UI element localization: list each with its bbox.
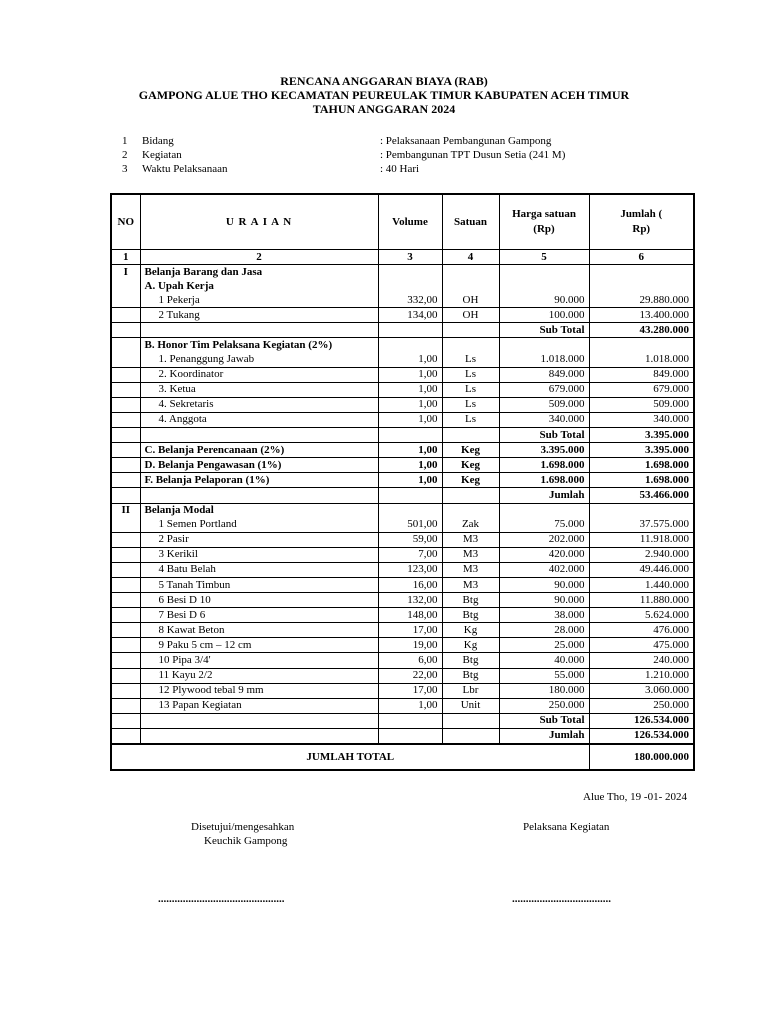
row-no [111, 638, 140, 653]
row-no [111, 713, 140, 728]
row-volume: 22,00 [378, 668, 442, 683]
col-number: 4 [442, 250, 499, 265]
row-satuan: Btg [442, 608, 499, 623]
info-label: Kegiatan [142, 149, 182, 161]
row-satuan [442, 323, 499, 338]
row-no [111, 367, 140, 382]
row-jumlah: 1.440.000 [589, 577, 694, 592]
row-harga: 90.000 [499, 293, 589, 308]
row-satuan: M3 [442, 562, 499, 577]
row-uraian [140, 428, 378, 443]
col-number: 5 [499, 250, 589, 265]
table-row [111, 532, 694, 547]
row-satuan: M3 [442, 532, 499, 547]
row-satuan: Btg [442, 593, 499, 608]
col-number: 3 [378, 250, 442, 265]
info-value: : 40 Hari [380, 163, 420, 175]
row-harga: 38.000 [499, 608, 589, 623]
row-no [111, 338, 140, 353]
row-volume: 1,00 [378, 397, 442, 412]
row-harga [499, 338, 589, 353]
table-row [111, 577, 694, 592]
row-harga: Sub Total [499, 428, 589, 443]
row-no [111, 608, 140, 623]
row-no [111, 293, 140, 308]
row-jumlah: 3.395.000 [589, 428, 694, 443]
approver-signature-line: .............................................. [158, 893, 285, 905]
row-volume: 501,00 [378, 518, 442, 533]
row-volume: 7,00 [378, 547, 442, 562]
executor-title: Pelaksana Kegiatan [523, 821, 610, 833]
table-row [111, 623, 694, 638]
row-jumlah: 11.918.000 [589, 532, 694, 547]
table-row [111, 593, 694, 608]
row-uraian: 1 Semen Portland [140, 518, 378, 533]
row-satuan [442, 428, 499, 443]
row-jumlah: 13.400.000 [589, 308, 694, 323]
rab-table [110, 193, 695, 771]
row-jumlah: 679.000 [589, 382, 694, 397]
row-harga: Jumlah [499, 488, 589, 503]
row-jumlah: 126.534.000 [589, 713, 694, 728]
row-no [111, 279, 140, 293]
row-uraian: 10 Pipa 3/4' [140, 653, 378, 668]
col-number: 6 [589, 250, 694, 265]
row-uraian: 12 Plywood tebal 9 mm [140, 683, 378, 698]
row-volume: 1,00 [378, 443, 442, 458]
table-row [111, 382, 694, 397]
row-jumlah: 53.466.000 [589, 488, 694, 503]
row-volume: 1,00 [378, 473, 442, 488]
table-row [111, 279, 694, 293]
row-uraian: 8 Kawat Beton [140, 623, 378, 638]
row-no [111, 397, 140, 412]
row-no [111, 382, 140, 397]
row-no [111, 593, 140, 608]
info-value: : Pembangunan TPT Dusun Setia (241 M) [380, 149, 566, 161]
column-number-row [111, 250, 694, 265]
row-harga: 40.000 [499, 653, 589, 668]
row-no [111, 547, 140, 562]
row-uraian: 4. Anggota [140, 412, 378, 427]
row-volume [378, 488, 442, 503]
row-harga: 100.000 [499, 308, 589, 323]
row-volume: 1,00 [378, 382, 442, 397]
row-jumlah [589, 503, 694, 518]
executor-signature-line: .................................... [512, 893, 611, 905]
row-harga: 28.000 [499, 623, 589, 638]
row-no [111, 428, 140, 443]
row-volume: 148,00 [378, 608, 442, 623]
row-uraian: 5 Tanah Timbun [140, 577, 378, 592]
row-harga [499, 279, 589, 293]
row-harga: Sub Total [499, 713, 589, 728]
row-uraian: B. Honor Tim Pelaksana Kegiatan (2%) [140, 338, 378, 353]
table-row [111, 518, 694, 533]
table-row [111, 412, 694, 427]
row-uraian [140, 713, 378, 728]
row-uraian: D. Belanja Pengawasan (1%) [140, 458, 378, 473]
info-no: 2 [122, 149, 128, 161]
row-jumlah: 29.880.000 [589, 293, 694, 308]
row-harga: 250.000 [499, 698, 589, 713]
row-jumlah: 3.060.000 [589, 683, 694, 698]
row-satuan: Zak [442, 518, 499, 533]
row-no [111, 728, 140, 744]
row-satuan: Ls [442, 412, 499, 427]
row-volume: 123,00 [378, 562, 442, 577]
row-harga: 90.000 [499, 593, 589, 608]
row-jumlah: 126.534.000 [589, 728, 694, 744]
row-jumlah [589, 338, 694, 353]
row-no [111, 653, 140, 668]
row-uraian: C. Belanja Perencanaan (2%) [140, 443, 378, 458]
row-uraian: 4 Batu Belah [140, 562, 378, 577]
row-satuan: Keg [442, 473, 499, 488]
table-row [111, 713, 694, 728]
row-no [111, 473, 140, 488]
row-volume: 132,00 [378, 593, 442, 608]
row-satuan: Unit [442, 698, 499, 713]
row-volume [378, 503, 442, 518]
row-satuan [442, 265, 499, 280]
row-uraian: F. Belanja Pelaporan (1%) [140, 473, 378, 488]
table-row [111, 338, 694, 353]
table-row [111, 353, 694, 368]
table-row [111, 547, 694, 562]
table-row [111, 608, 694, 623]
row-no [111, 683, 140, 698]
grand-total-value: 180.000.000 [589, 744, 694, 770]
row-harga: 402.000 [499, 562, 589, 577]
row-no [111, 488, 140, 503]
row-volume: 1,00 [378, 367, 442, 382]
row-uraian: Belanja Barang dan Jasa [140, 265, 378, 280]
row-satuan: Btg [442, 668, 499, 683]
row-uraian: 7 Besi D 6 [140, 608, 378, 623]
place-date: Alue Tho, 19 -01- 2024 [583, 791, 687, 803]
table-row [111, 698, 694, 713]
row-uraian: 1. Penanggung Jawab [140, 353, 378, 368]
row-volume: 19,00 [378, 638, 442, 653]
row-uraian: Belanja Modal [140, 503, 378, 518]
row-jumlah: 1.210.000 [589, 668, 694, 683]
table-row [111, 562, 694, 577]
row-no: II [111, 503, 140, 518]
row-satuan: Keg [442, 443, 499, 458]
row-satuan [442, 728, 499, 744]
table-row [111, 488, 694, 503]
row-uraian: 13 Papan Kegiatan [140, 698, 378, 713]
row-harga: Sub Total [499, 323, 589, 338]
row-harga: 340.000 [499, 412, 589, 427]
row-no [111, 577, 140, 592]
row-jumlah: 240.000 [589, 653, 694, 668]
row-no [111, 458, 140, 473]
approver-role: Keuchik Gampong [204, 835, 288, 847]
row-harga [499, 503, 589, 518]
row-uraian: A. Upah Kerja [140, 279, 378, 293]
grand-total-row [111, 744, 694, 770]
row-no [111, 353, 140, 368]
table-row [111, 397, 694, 412]
row-harga: 849.000 [499, 367, 589, 382]
table-row [111, 308, 694, 323]
row-uraian: 6 Besi D 10 [140, 593, 378, 608]
row-no [111, 698, 140, 713]
row-uraian: 4. Sekretaris [140, 397, 378, 412]
row-satuan: Ls [442, 353, 499, 368]
doc-title: RENCANA ANGGARAN BIAYA (RAB) [280, 74, 488, 88]
row-uraian: 2 Pasir [140, 532, 378, 547]
table-row [111, 323, 694, 338]
row-satuan [442, 713, 499, 728]
row-satuan [442, 338, 499, 353]
row-harga [499, 265, 589, 280]
row-uraian: 9 Paku 5 cm – 12 cm [140, 638, 378, 653]
row-jumlah: 476.000 [589, 623, 694, 638]
row-volume: 1,00 [378, 412, 442, 427]
table-row [111, 503, 694, 518]
row-uraian: 2. Koordinator [140, 367, 378, 382]
table-row [111, 728, 694, 744]
row-satuan: Lbr [442, 683, 499, 698]
row-harga: 509.000 [499, 397, 589, 412]
row-satuan: Keg [442, 458, 499, 473]
row-volume [378, 338, 442, 353]
row-jumlah: 37.575.000 [589, 518, 694, 533]
row-volume: 16,00 [378, 577, 442, 592]
row-volume: 6,00 [378, 653, 442, 668]
row-volume [378, 728, 442, 744]
row-volume [378, 279, 442, 293]
table-row [111, 428, 694, 443]
grand-total-label: JUMLAH TOTAL [111, 744, 589, 770]
info-label: Bidang [142, 135, 174, 147]
row-no [111, 323, 140, 338]
row-uraian: 2 Tukang [140, 308, 378, 323]
row-satuan: OH [442, 308, 499, 323]
info-value: : Pelaksanaan Pembangunan Gampong [380, 135, 552, 147]
table-row [111, 638, 694, 653]
doc-subtitle: GAMPONG ALUE THO KECAMATAN PEUREULAK TIMUR KABUPATEN ACEH TIMUR [138, 88, 630, 102]
table-row [111, 653, 694, 668]
row-uraian: 3. Ketua [140, 382, 378, 397]
col-number: 2 [140, 250, 378, 265]
row-harga: 3.395.000 [499, 443, 589, 458]
row-jumlah: 49.446.000 [589, 562, 694, 577]
row-harga: 75.000 [499, 518, 589, 533]
header-harga: Harga satuan (Rp) [499, 194, 589, 250]
row-jumlah: 1.018.000 [589, 353, 694, 368]
table-header-row [111, 194, 694, 250]
row-jumlah: 1.698.000 [589, 458, 694, 473]
header-uraian: U R A I A N [140, 194, 378, 250]
row-harga: 679.000 [499, 382, 589, 397]
row-volume: 17,00 [378, 623, 442, 638]
row-jumlah: 11.880.000 [589, 593, 694, 608]
row-harga: 180.000 [499, 683, 589, 698]
row-satuan: OH [442, 293, 499, 308]
row-volume: 134,00 [378, 308, 442, 323]
row-satuan: Btg [442, 653, 499, 668]
row-volume [378, 265, 442, 280]
row-volume: 332,00 [378, 293, 442, 308]
row-satuan [442, 279, 499, 293]
row-satuan [442, 488, 499, 503]
row-no [111, 562, 140, 577]
row-harga: 202.000 [499, 532, 589, 547]
row-harga: 420.000 [499, 547, 589, 562]
row-satuan: Kg [442, 623, 499, 638]
table-row [111, 458, 694, 473]
row-volume [378, 323, 442, 338]
row-satuan [442, 503, 499, 518]
row-jumlah [589, 279, 694, 293]
header-satuan: Satuan [442, 194, 499, 250]
row-jumlah [589, 265, 694, 280]
row-satuan: Ls [442, 367, 499, 382]
row-no [111, 532, 140, 547]
row-harga: 1.698.000 [499, 458, 589, 473]
info-no: 1 [122, 135, 128, 147]
row-jumlah: 509.000 [589, 397, 694, 412]
row-satuan: Ls [442, 382, 499, 397]
header-no: NO [111, 194, 140, 250]
row-uraian: 1 Pekerja [140, 293, 378, 308]
row-jumlah: 43.280.000 [589, 323, 694, 338]
table-row [111, 293, 694, 308]
row-jumlah: 849.000 [589, 367, 694, 382]
row-harga: 90.000 [499, 577, 589, 592]
info-no: 3 [122, 163, 128, 175]
row-no [111, 518, 140, 533]
doc-year: TAHUN ANGGARAN 2024 [312, 102, 456, 116]
row-uraian: 11 Kayu 2/2 [140, 668, 378, 683]
row-uraian [140, 323, 378, 338]
row-no [111, 668, 140, 683]
row-volume: 1,00 [378, 353, 442, 368]
row-jumlah: 475.000 [589, 638, 694, 653]
row-harga: 1.698.000 [499, 473, 589, 488]
row-satuan: Ls [442, 397, 499, 412]
row-satuan: M3 [442, 577, 499, 592]
row-harga: 55.000 [499, 668, 589, 683]
header-jumlah: Jumlah ( Rp) [589, 194, 694, 250]
approver-title: Disetujui/mengesahkan [191, 821, 295, 833]
row-no [111, 623, 140, 638]
row-jumlah: 2.940.000 [589, 547, 694, 562]
row-volume: 1,00 [378, 458, 442, 473]
row-no [111, 443, 140, 458]
row-harga: Jumlah [499, 728, 589, 744]
info-label: Waktu Pelaksanaan [142, 163, 228, 175]
row-jumlah: 3.395.000 [589, 443, 694, 458]
row-uraian [140, 728, 378, 744]
row-uraian: 3 Kerikil [140, 547, 378, 562]
row-satuan: M3 [442, 547, 499, 562]
row-no: I [111, 265, 140, 280]
row-harga: 25.000 [499, 638, 589, 653]
table-row [111, 683, 694, 698]
table-row [111, 473, 694, 488]
table-row [111, 265, 694, 280]
row-jumlah: 340.000 [589, 412, 694, 427]
row-volume [378, 713, 442, 728]
table-row [111, 668, 694, 683]
row-no [111, 412, 140, 427]
row-volume: 17,00 [378, 683, 442, 698]
row-volume [378, 428, 442, 443]
row-volume: 59,00 [378, 532, 442, 547]
row-uraian [140, 488, 378, 503]
row-jumlah: 5.624.000 [589, 608, 694, 623]
row-satuan: Kg [442, 638, 499, 653]
table-row [111, 443, 694, 458]
row-harga: 1.018.000 [499, 353, 589, 368]
col-number: 1 [111, 250, 140, 265]
row-jumlah: 250.000 [589, 698, 694, 713]
table-row [111, 367, 694, 382]
header-volume: Volume [378, 194, 442, 250]
row-no [111, 308, 140, 323]
row-jumlah: 1.698.000 [589, 473, 694, 488]
row-volume: 1,00 [378, 698, 442, 713]
